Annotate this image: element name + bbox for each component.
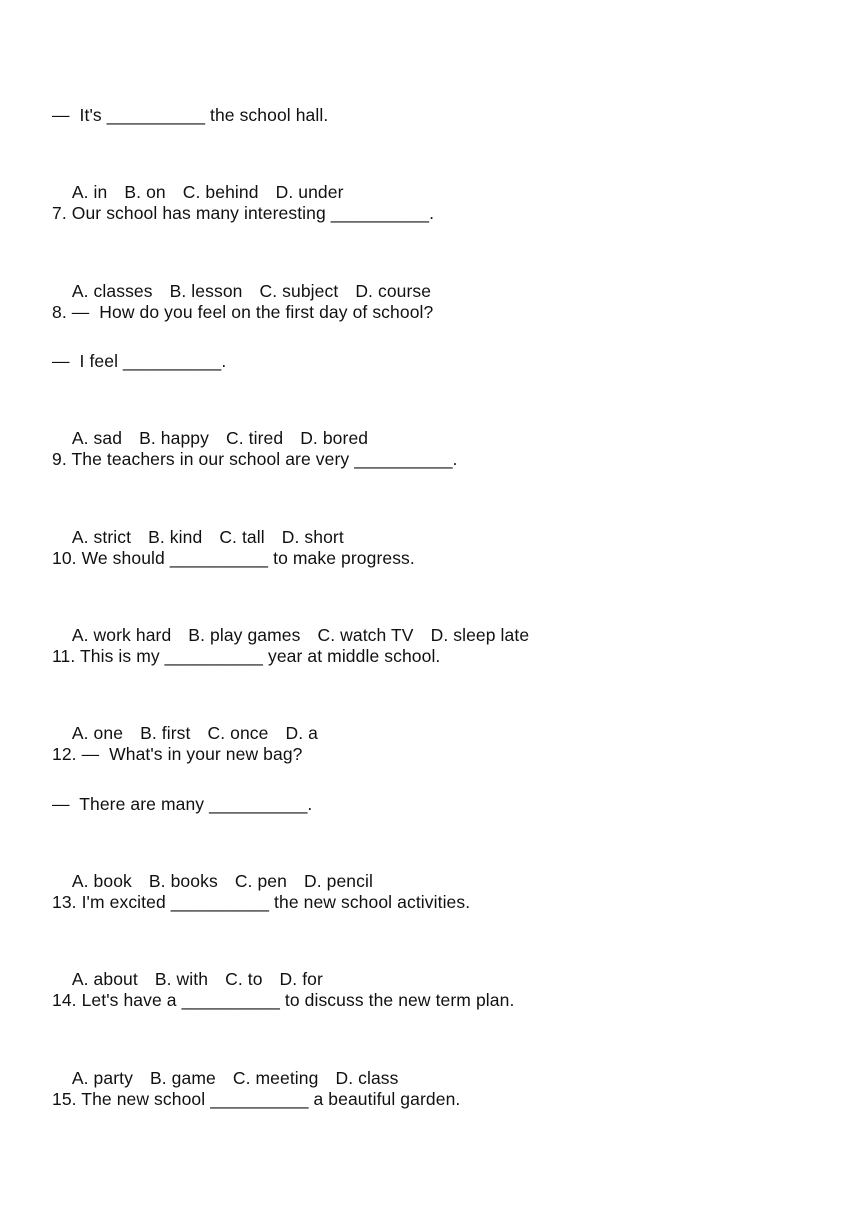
option: D. bored <box>300 428 369 449</box>
question-line: 10. We should __________ to make progress. <box>52 547 415 568</box>
question-line: 11. This is my __________ year at middle school. <box>52 646 441 667</box>
option: C. behind <box>182 182 259 203</box>
option: B. happy <box>139 428 209 449</box>
option: B. with <box>154 969 209 990</box>
option: A. about <box>71 969 138 990</box>
option: C. once <box>207 723 269 744</box>
question-line: 8. — How do you feel on the first day of school? <box>52 301 434 322</box>
options-line <box>52 937 832 990</box>
option: C. tired <box>225 428 284 449</box>
question-line: — It's __________ the school hall. <box>52 105 329 125</box>
option: A. in <box>71 182 108 203</box>
option: D. sleep late <box>430 624 530 645</box>
option: A. sad <box>71 428 123 449</box>
option: C. subject <box>259 280 339 301</box>
question-line: 9. The teachers in our school are very __________. <box>52 449 458 470</box>
option: D. course <box>355 280 432 301</box>
options-line <box>52 495 832 547</box>
options-line <box>52 691 832 744</box>
option: A. party <box>71 1067 133 1088</box>
options-line <box>52 150 832 203</box>
option: A. one <box>71 723 124 744</box>
option: C. tall <box>219 526 265 547</box>
option: B. kind <box>148 526 203 547</box>
question-line: 14. Let's have a __________ to discuss the new term plan. <box>52 990 515 1011</box>
options-line <box>52 396 832 449</box>
option: D. for <box>279 969 323 990</box>
options-line <box>52 593 832 645</box>
question-line: — I feel __________. <box>52 350 227 371</box>
question-line: — There are many __________. <box>52 793 313 814</box>
options-line <box>52 1036 832 1088</box>
options-line <box>52 249 832 301</box>
option: B. first <box>140 723 191 744</box>
question-line: 7. Our school has many interesting __________. <box>52 203 435 224</box>
option: B. game <box>149 1067 216 1088</box>
option: A. classes <box>71 280 153 301</box>
option: D. class <box>335 1067 399 1088</box>
option: B. books <box>148 870 218 891</box>
option: C. pen <box>234 870 287 891</box>
option: D. pencil <box>303 870 373 891</box>
option: D. under <box>275 182 344 203</box>
question-line: 15. The new school __________ a beautiful garden. <box>52 1088 461 1109</box>
option: B. play games <box>188 624 301 645</box>
question-line: 12. — What's in your new bag? <box>52 744 303 765</box>
option: D. a <box>285 723 318 744</box>
option: C. to <box>225 969 263 990</box>
worksheet-page <box>52 101 832 1134</box>
option: D. short <box>281 526 344 547</box>
question-line: 13. I'm excited __________ the new school activities. <box>52 892 471 912</box>
option: A. book <box>71 870 132 891</box>
option: C. meeting <box>232 1067 319 1088</box>
option: B. lesson <box>169 280 243 301</box>
options-line <box>52 839 832 891</box>
option: C. watch TV <box>317 624 414 645</box>
option: B. on <box>124 182 166 203</box>
option: A. strict <box>71 526 132 547</box>
option: A. work hard <box>71 624 172 645</box>
